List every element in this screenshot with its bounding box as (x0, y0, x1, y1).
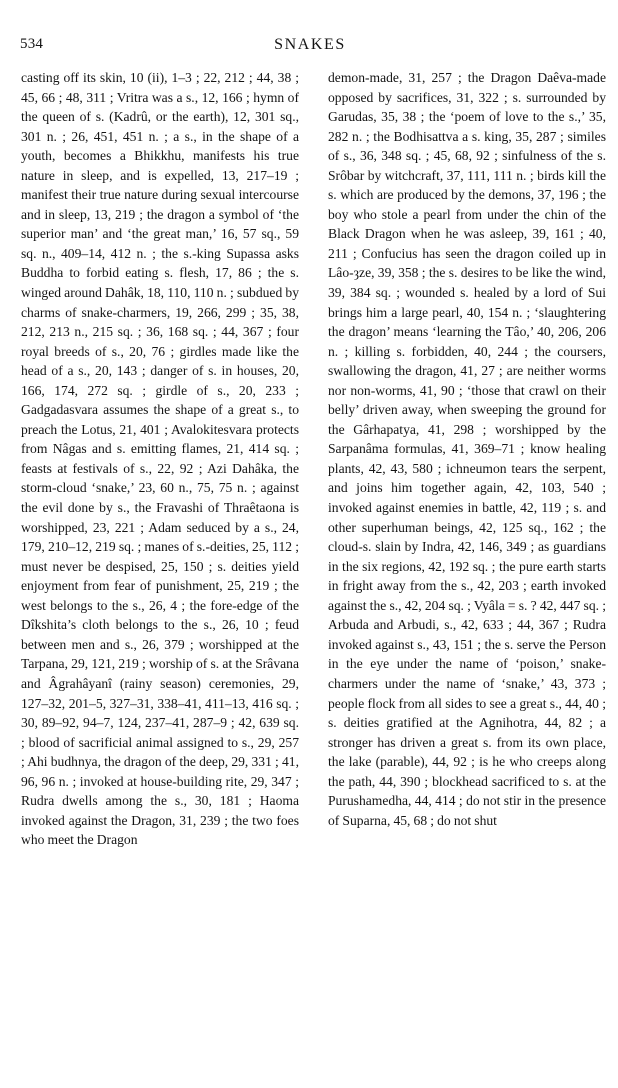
index-columns (21, 68, 606, 1080)
left-column: casting off its skin, 10 (ii), 1–3 ; 22, 212 ; 44, 38 ; 45, 66 ; 48, 311 ; Vritra was a s., 12, 166 ; hymn of the queen of s. (Kadrû, or the earth), 12, 301 sq., 301 n. ; 26, 451, 451 n. ; a s., in the shape of a youth, becomes a Bhikkhu, manifests his true nature in sleep, and is expelled, 13, 217–19 ; manifest their true nature during sexual intercourse and in sleep, 13, 219 ; the dragon a symbol of ‘the superior man’ and ‘the great man,’ 16, 57 sq., 59 sq. n., 409–14, 412 n. ; the s.-king Supassa asks Buddha to forbid eating s. flesh, 17, 86 ; the s. winged around Dahâk, 18, 110, 110 n. ; subdued by charms of snake-charmers, 19, 266, 299 ; 35, 38, 212, 213 n., 215 sq. ; 36, 168 sq. ; 44, 367 ; four royal breeds of s., 20, 76 ; girdles made like the head of a s., 20, 143 ; danger of s. in houses, 20, 166, 174, 272 sq. ; girdle of s., 20, 233 ; Gadgadasvara assumes the shape of a great s., to preach the Lotus, 21, 401 ; Avalokitesvara protects from Nâgas and s. emitting flames, 21, 414 sq. ; feasts at festivals of s., 22, 92 ; Azi Dahâka, the storm-cloud ‘snake,’ 23, 60 n., 75, 75 n. ; against the evil done by s., the Fravashi of Thraêtaona is worshipped, 23, 221 ; Adam seduced by a s., 24, 179, 210–12, 219 sq. ; manes of s.-deities, 25, 112 ; must never be despised, 25, 150 ; s. deities yield enjoyment from fear of punishment, 25, 219 ; the west belongs to the s., 26, 4 ; the fore-edge of the Dîkshita’s cloth belongs to the s., 26, 10 ; feud between men and s., 26, 379 ; worshipped at the Tarpana, 29, 121, 219 ; worship of s. at the Srâvana and Âgrahâyanî (rainy season) ceremonies, 29, 127–32, 201–5, 327–31, 338–41, 411–13, 416 sq. ; 30, 89–92, 94–7, 124, 237–41, 287–9 ; 42, 639 sq. ; blood of sacrificial animal assigned to s., 29, 257 ; Ahi budhnya, the dragon of the deep, 29, 331 ; 41, 96, 96 n. ; invoked at house-building rite, 29, 347 ; Rudra dwells among the s., 30, 181 ; Haoma invoked against the Dragon, 31, 239 ; the two foes who meet the Dragon (21, 70, 299, 848)
page-header (20, 36, 600, 58)
page-number: 534 (20, 36, 44, 52)
right-column: demon-made, 31, 257 ; the Dragon Daêva-made opposed by sacrifices, 31, 322 ; s. surrounded by Garudas, 35, 38 ; the ‘poem of love to the s.,’ 35, 282 n. ; the Bodhisattva a s. king, 35, 287 ; similes of s., 36, 348 sq. ; 45, 68, 92 ; sinfulness of the s. Srôbar by witchcraft, 37, 111, 111 n. ; birds kill the s. which are produced by the demons, 37, 196 ; the boy who stole a pearl from under the chin of the Black Dragon when he was asleep, 39, 161 ; 40, 211 ; Confucius has seen the dragon coiled up in Lâo-ȝze, 39, 358 ; the s. desires to be like the wind, 39, 384 sq. ; wounded s. healed by a lord of Sui brings him a large pearl, 40, 154 n. ; ‘slaughtering the dragon’ means ‘learning the Tâo,’ 40, 206, 206 n. ; killing s. forbidden, 40, 244 ; the coursers, swallowing the dragon, 41, 27 ; are neither worms nor non-worms, 41, 90 ; ‘those that crawl on their belly’ driven away, when sweeping the ground for the Gârhapatya, 41, 298 ; worshipped by the Sarpanâma formulas, 41, 369–71 ; know healing plants, 42, 43, 580 ; ichneumon tears the serpent, and joins him together again, 42, 103, 540 ; invoked against enemies in battle, 42, 119 ; s. and other superhuman beings, 42, 125 sq., 162 ; the cloud-s. slain by Indra, 42, 146, 349 ; as guardians in the six regions, 42, 192 sq. ; the pure earth starts in fright away from the s., 42, 203 ; earth invoked against the s., 42, 204 sq. ; Vyâla = s. ? 42, 447 sq. ; Arbuda and Arbudi, s., 42, 633 ; 44, 367 ; Rudra invoked against s., 43, 151 ; the s. serve the Person in the eye under the name of ‘poison,’ snake-charmers under the name of ‘snake,’ 43, 373 ; people flock from all sides to see a great s., 44, 40 ; s. deities gratified at the Agnihotra, 44, 82 ; a stronger has driven a great s. from its own place, the lake (parable), 44, 92 ; is he who creeps along the path, 44, 390 ; blockhead sacrificed to s. at the Purushamedha, 44, 414 ; do not stir in the presence of Suparna, 45, 68 ; do not shut (328, 70, 606, 828)
running-head: SNAKES (274, 36, 346, 53)
